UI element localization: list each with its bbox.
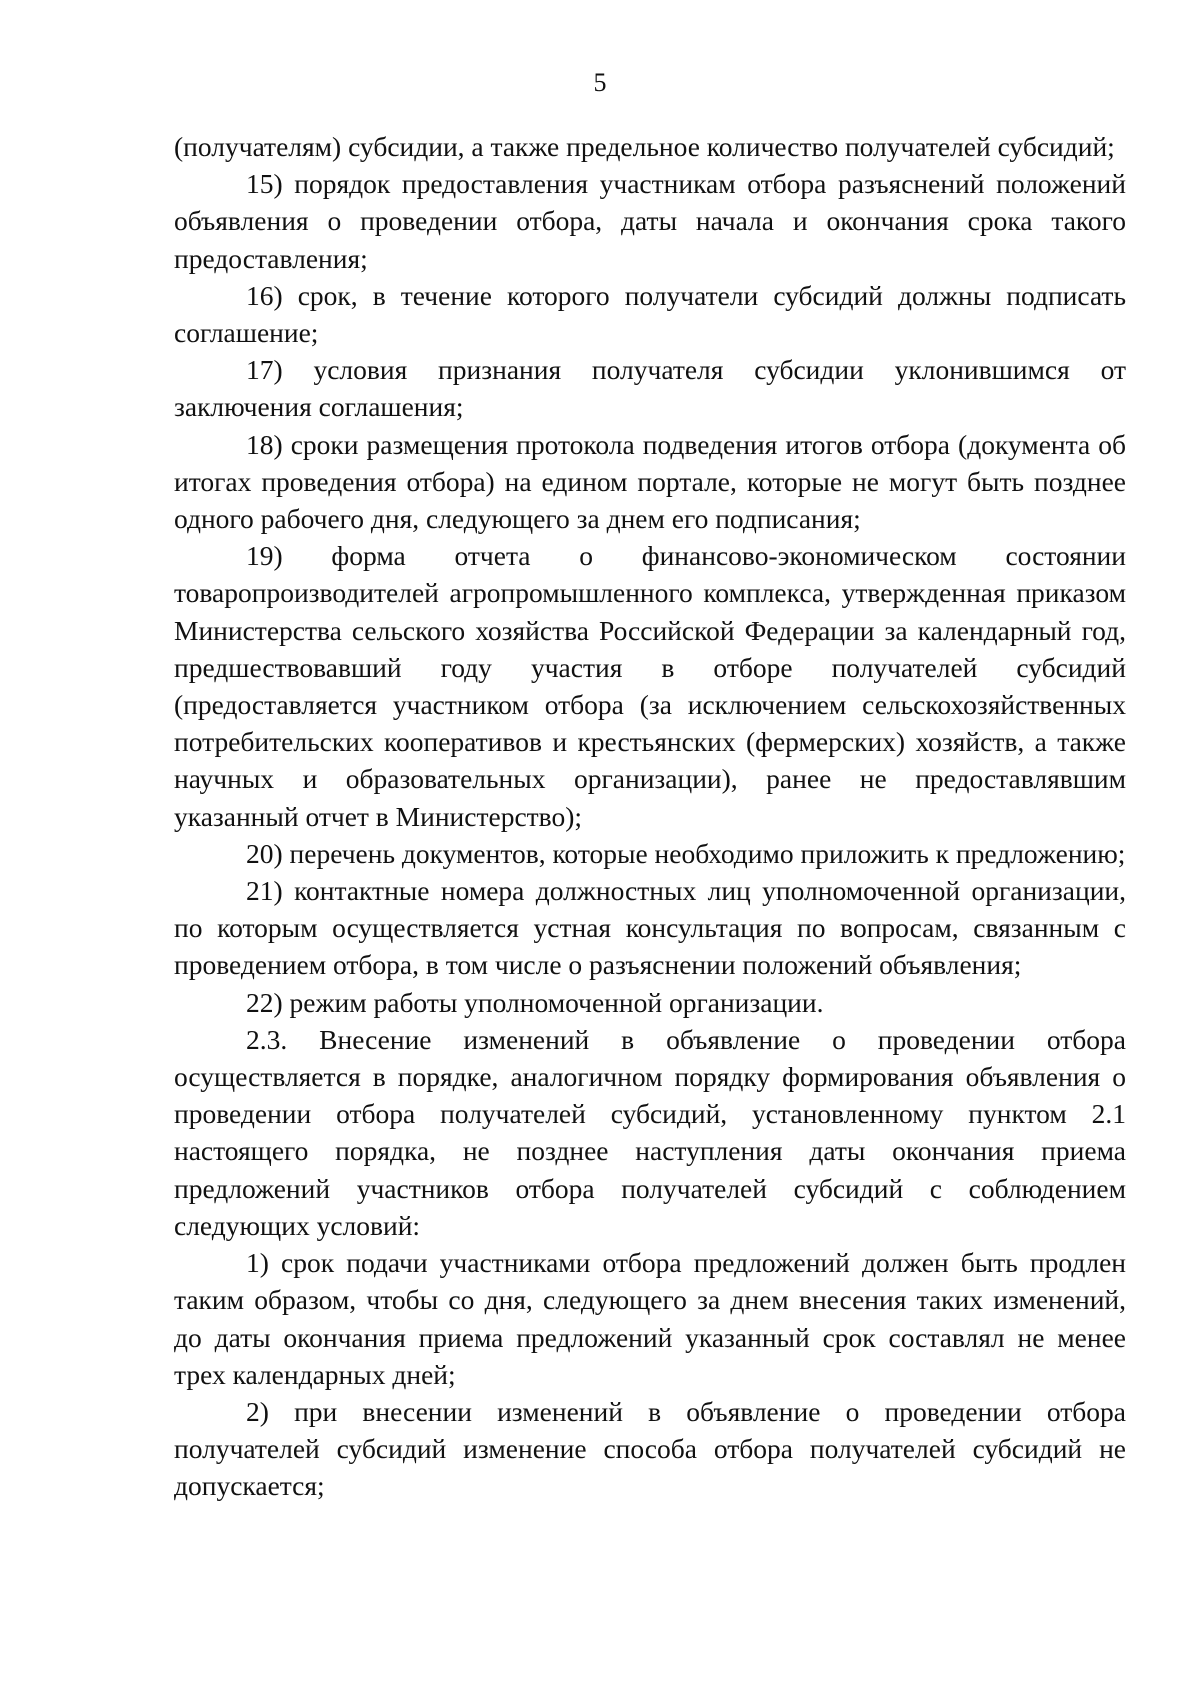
- paragraph-item-17: 17) условия признания получателя субсидии уклонившимся от заключения соглашения;: [174, 354, 1126, 423]
- paragraph-item-20: 20) перечень документов, которые необходимо приложить к предложению;: [246, 837, 1126, 869]
- paragraph-item-22: 22) режим работы уполномоченной организации.: [246, 986, 824, 1018]
- paragraph-condition-2: 2) при внесении изменений в объявление о проведении отбора получателей субсидий изменение способа отбора получателей субсидий не допускается;: [174, 1395, 1126, 1502]
- paragraph-item-18: 18) сроки размещения протокола подведения итогов отбора (документа об итогах проведения отбора) на едином портале, которые не могут быть позднее одного рабочего дня, следующего за днем его подписания;: [174, 428, 1126, 535]
- paragraph-section-2-3: 2.3. Внесение изменений в объявление о проведении отбора осуществляется в порядке, аналогичном порядку формирования объявления о проведении отбора получателей субсидий, установленному пунктом 2.1 настоящего порядка, не позднее наступления даты окончания приема предложений участников отбора получателей субсидий с соблюдением следующих условий:: [174, 1023, 1126, 1241]
- document-body: [174, 128, 1126, 1505]
- paragraph-item-16: 16) срок, в течение которого получатели субсидий должны подписать соглашение;: [174, 279, 1126, 349]
- paragraph-item-19: 19) форма отчета о финансово-экономическом состоянии товаропроизводителей агропромышленного комплекса, утвержденная приказом Министерства сельского хозяйства Российской Федерации за календарный год, предшествовавший году участия в отборе получателей субсидий (предоставляется участником отбора (за исключением сельскохозяйственных потребительских кооперативов и крестьянских (фермерских) хозяйств, а также научных и образовательных организации), ранее не предоставлявшим указанный отчет в Министерство);: [174, 540, 1126, 832]
- paragraph-continuation: (получателям) субсидии, а также предельное количество получателей субсидий;: [174, 131, 1115, 162]
- paragraph-item-21: 21) контактные номера должностных лиц уполномоченной организации, по которым осуществляется устная консультация по вопросам, связанным с проведением отбора, в том числе о разъяснении положений объявления;: [174, 875, 1126, 981]
- paragraph-item-15: 15) порядок предоставления участникам отбора разъяснений положений объявления о проведении отбора, даты начала и окончания срока такого предоставления;: [174, 168, 1126, 274]
- page-number: 5: [593, 68, 607, 97]
- paragraph-condition-1: 1) срок подачи участниками отбора предложений должен быть продлен таким образом, чтобы со дня, следующего за днем внесения таких изменений, до даты окончания приема предложений указанный срок составлял не менее трех календарных дней;: [174, 1247, 1126, 1390]
